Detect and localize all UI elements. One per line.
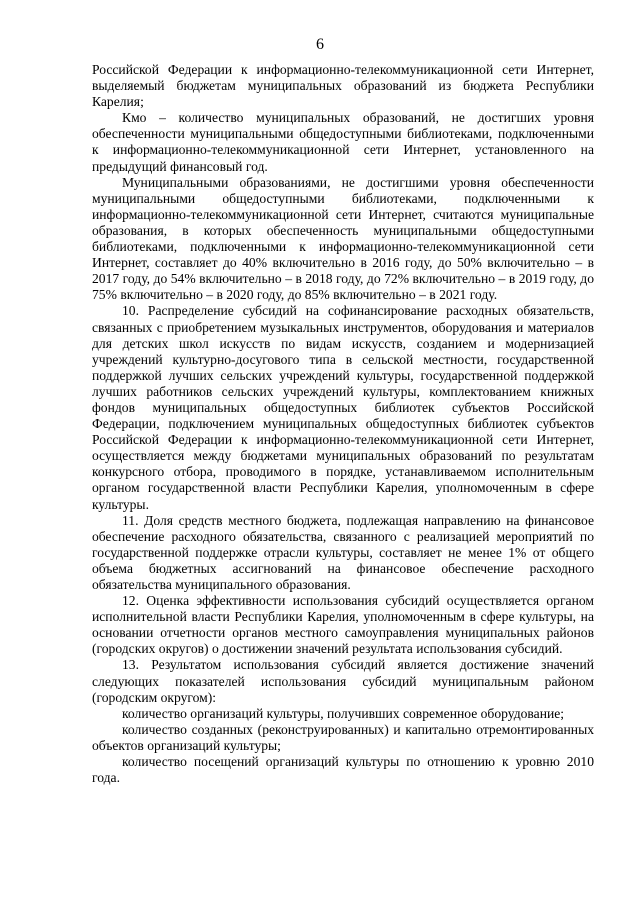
indicator-equipment: количество организаций культуры, получивших современное оборудование; (122, 705, 565, 721)
paragraph-item-12: 12. Оценка эффективности использования субсидий осуществляется органом исполнительной власти Республики Карелия, уполномоченным в сфере культуры, на основании отчетности органов местного самоуправления муниципальных районов (городских округов) о достижении значений результата использования субсидий. (92, 593, 594, 657)
document-body (92, 62, 594, 786)
indicator-visits: количество посещений организаций культуры по отношению к уровню 2010 года. (92, 754, 594, 786)
paragraph-municipal-criteria: Муниципальными образованиями, не достигшими уровня обеспеченности муниципальными общедоступными библиотеками, подключенными к информационно-телекоммуникационной сети Интернет, считаются муниципальные образования, в которых обеспеченность муниципальными общедоступными библиотеками, подключенными к информационно-телекоммуникационной сети Интернет, составляет до 40% включительно в 2016 году, до 50% включительно – в 2017 году, до 54% включительно – в 2018 году, до 72% включительно – в 2019 году, до 75% включительно – в 2020 году, до 85% включительно – в 2021 году. (92, 174, 594, 303)
page-number: 6 (316, 36, 324, 53)
paragraph-kmo-definition: Кмо – количество муниципальных образований, не достигших уровня обеспеченности муниципальными общедоступными библиотеками, подключенными к информационно-телекоммуникационной сети Интернет, установленного на предыдущий финансовый год. (92, 110, 594, 174)
indicator-facilities: количество созданных (реконструированных) и капитально отремонтированных объектов организаций культуры; (92, 721, 594, 753)
paragraph-item-13: 13. Результатом использования субсидий является достижение значений следующих показателей использования субсидий муниципальным районом (городским округом): (92, 657, 594, 705)
paragraph-item-10: 10. Распределение субсидий на софинансирование расходных обязательств, связанных с приобретением музыкальных инструментов, оборудования и материалов для детских школ искусств по видам искусств, созданием и модернизацией учреждений культурно-досугового типа в сельской местности, государственной поддержкой лучших сельских учреждений культуры, государственной поддержкой лучших работников сельских учреждений культуры, комплектованием книжных фондов муниципальных общедоступных библиотек субъектов Российской Федерации, подключением муниципальных общедоступных библиотек субъектов Российской Федерации к информационно-телекоммуникационной сети Интернет, осуществляется между бюджетами муниципальных образований по результатам конкурсного отбора, проводимого в порядке, устанавливаемом исполнительным органом государственной власти Республики Карелия, уполномоченным в сфере культуры. (92, 303, 594, 512)
paragraph-formula-continuation: Российской Федерации к информационно-телекоммуникационной сети Интернет, выделяемый бюджетам муниципальных образований из бюджета Республики Карелия; (92, 62, 594, 110)
paragraph-item-11: 11. Доля средств местного бюджета, подлежащая направлению на финансовое обеспечение расходного обязательства, связанного с реализацией мероприятий по государственной поддержке отрасли культуры, составляет не менее 1% от общего объема бюджетных ассигнований на финансовое обеспечение расходного обязательства муниципального образования. (92, 512, 594, 592)
